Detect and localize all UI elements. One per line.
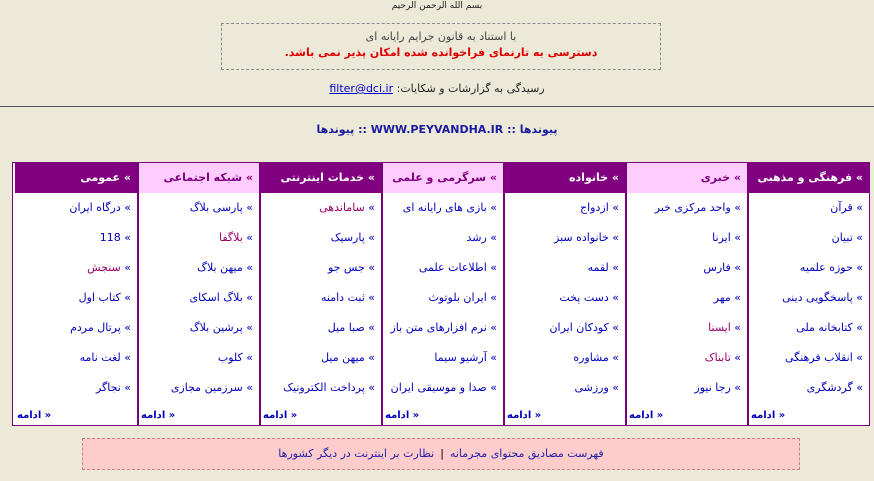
report-email-link[interactable]: filter@dci.ir [329, 82, 394, 95]
bullet-icon: » [734, 291, 741, 304]
link-item[interactable] [139, 313, 259, 343]
link-item[interactable] [749, 253, 869, 283]
link-item[interactable] [627, 283, 747, 313]
link-text: تبیان [831, 231, 853, 244]
portal-title: پیوندها :: WWW.PEYVANDHA.IR :: پیوندها [316, 123, 558, 136]
bullet-icon: » [490, 351, 497, 364]
bullet-icon: » [490, 201, 497, 214]
link-item[interactable] [749, 283, 869, 313]
bullet-icon: » [733, 171, 741, 184]
link-text: نجاگر [95, 381, 121, 394]
link-text: پارسی بلاگ [189, 201, 243, 214]
link-item[interactable] [261, 253, 381, 283]
category-title: فرهنگی و مذهبی [757, 171, 853, 184]
category-title: خدمات اینترنتی [280, 171, 365, 184]
link-text: اطلاعات علمی [418, 261, 487, 274]
link-text: کتاب اول [78, 291, 121, 304]
link-item[interactable] [15, 313, 137, 343]
link-text: واحد مرکزی خبر [654, 201, 731, 214]
link-text: قرآن [830, 201, 853, 214]
link-text: کلوب [217, 351, 243, 364]
footer-links-box [82, 438, 800, 470]
more-link[interactable]: ادامه » [751, 410, 786, 421]
more-link[interactable]: ادامه » [141, 410, 176, 421]
bullet-icon: » [856, 381, 863, 394]
link-item[interactable] [627, 223, 747, 253]
category-header[interactable] [505, 163, 625, 193]
link-list [749, 193, 869, 403]
link-item[interactable] [749, 343, 869, 373]
link-item[interactable] [749, 373, 869, 403]
link-item[interactable] [139, 343, 259, 373]
category-column [503, 163, 625, 425]
links-grid [12, 162, 870, 426]
link-text: پرشین بلاگ [189, 321, 243, 334]
category-header[interactable] [15, 163, 137, 193]
category-header[interactable] [139, 163, 259, 193]
link-text: لغت نامه [79, 351, 121, 364]
link-text: رشد [466, 231, 487, 244]
link-item[interactable] [383, 313, 503, 343]
link-text: صبا میل [327, 321, 365, 334]
link-text: ورزشی [574, 381, 609, 394]
link-text: انقلاب فرهنگی [784, 351, 853, 364]
horizontal-divider [0, 106, 874, 107]
link-item[interactable] [505, 283, 625, 313]
link-text: مشاوره [573, 351, 609, 364]
link-list [505, 193, 625, 403]
link-item[interactable] [261, 343, 381, 373]
bullet-icon: » [734, 231, 741, 244]
link-text: پرتال مردم [70, 321, 121, 334]
bullet-icon: » [368, 201, 375, 214]
more-link[interactable]: ادامه » [17, 410, 52, 421]
link-text: آرشیو سیما [434, 351, 487, 364]
link-text: ایسنا [708, 321, 731, 334]
link-text: لقمه [587, 261, 609, 274]
link-text: بازی های رایانه ای [402, 201, 487, 214]
bullet-icon: » [856, 231, 863, 244]
bullet-icon: » [612, 291, 619, 304]
link-item[interactable] [383, 283, 503, 313]
link-item[interactable] [139, 193, 259, 223]
bullet-icon: » [124, 291, 131, 304]
bullet-icon: » [124, 351, 131, 364]
bullet-icon: » [490, 321, 497, 334]
bullet-icon: » [368, 381, 375, 394]
bullet-icon: » [124, 201, 131, 214]
bullet-icon: » [246, 291, 253, 304]
category-column [381, 163, 503, 425]
link-text: سنجش [87, 261, 121, 274]
link-text: صدا و موسیقی ایران [390, 381, 487, 394]
bullet-icon: » [246, 321, 253, 334]
link-item[interactable] [749, 313, 869, 343]
link-text: میهن بلاگ [197, 261, 243, 274]
criminal-content-list-link[interactable]: فهرست مصادیق محتوای مجرمانه [449, 447, 604, 460]
bismillah-text: بسم الله الرحمن الرحیم [391, 1, 483, 11]
bullet-icon: » [855, 171, 863, 184]
category-header[interactable] [261, 163, 381, 193]
link-item[interactable] [383, 343, 503, 373]
notice-blocked-line: دسترسی به تارنمای فراخوانده شده امکان پذیر نمی باشد. [284, 46, 598, 59]
bullet-icon: » [368, 291, 375, 304]
bullet-icon: » [734, 201, 741, 214]
bullet-icon: » [490, 261, 497, 274]
bullet-icon: » [612, 381, 619, 394]
bullet-icon: » [246, 381, 253, 394]
more-link[interactable]: ادامه » [629, 410, 664, 421]
link-list [261, 193, 381, 403]
more-link[interactable]: ادامه » [263, 410, 298, 421]
bullet-icon: » [490, 231, 497, 244]
link-item[interactable] [383, 253, 503, 283]
bullet-icon: » [734, 351, 741, 364]
category-column [747, 163, 869, 425]
bullet-icon: » [734, 381, 741, 394]
link-item[interactable] [505, 313, 625, 343]
bullet-icon: » [856, 291, 863, 304]
link-item[interactable] [261, 373, 381, 403]
bullet-icon: » [734, 321, 741, 334]
category-header[interactable] [627, 163, 747, 193]
link-item[interactable] [505, 223, 625, 253]
more-link[interactable]: ادامه » [507, 410, 542, 421]
bullet-icon: » [124, 321, 131, 334]
link-list [15, 193, 137, 403]
link-item[interactable] [627, 373, 747, 403]
link-item[interactable] [383, 193, 503, 223]
link-item[interactable] [139, 283, 259, 313]
link-text: کودکان ایران [549, 321, 609, 334]
bullet-icon: » [368, 261, 375, 274]
link-item[interactable] [749, 223, 869, 253]
category-column [137, 163, 259, 425]
link-list [139, 193, 259, 403]
link-list [627, 193, 747, 403]
link-item[interactable] [505, 343, 625, 373]
link-text: پرداخت الکترونیک [283, 381, 365, 394]
bullet-icon: » [368, 231, 375, 244]
link-item[interactable] [749, 193, 869, 223]
link-text: ساماندهی [319, 201, 365, 214]
category-column [625, 163, 747, 425]
link-item[interactable] [627, 313, 747, 343]
link-text: ایرنا [712, 231, 731, 244]
link-item[interactable] [15, 193, 137, 223]
category-title: خانواده [569, 171, 609, 184]
bullet-icon: » [612, 351, 619, 364]
link-text: خانواده سبز [554, 231, 609, 244]
bullet-icon: » [612, 261, 619, 274]
category-title: شبکه اجتماعی [163, 171, 243, 184]
link-text: بلاگفا [218, 231, 243, 244]
bullet-icon: » [123, 171, 131, 184]
link-text: دست پخت [559, 291, 609, 304]
internet-monitoring-link[interactable]: نظارت بر اینترنت در دیگر کشورها [278, 447, 435, 460]
category-title: عمومی [80, 171, 121, 184]
category-title: خبری [700, 171, 731, 184]
link-item[interactable] [505, 193, 625, 223]
category-column [15, 163, 137, 425]
bullet-icon: » [124, 381, 131, 394]
link-item[interactable] [383, 223, 503, 253]
bullet-icon: » [246, 351, 253, 364]
bullet-icon: » [246, 201, 253, 214]
link-item[interactable] [505, 373, 625, 403]
bullet-icon: » [368, 351, 375, 364]
link-text: پارسیک [330, 231, 365, 244]
link-item[interactable] [261, 193, 381, 223]
link-text: ثبت دامنه [321, 291, 365, 304]
category-header[interactable] [383, 163, 503, 193]
report-label: رسیدگی به گزارشات و شکایات: [396, 82, 545, 95]
link-item[interactable] [383, 373, 503, 403]
notice-law-line: با استناد به قانون جرایم رایانه ای [365, 30, 517, 43]
bullet-icon: » [856, 261, 863, 274]
link-item[interactable] [139, 253, 259, 283]
block-notice-box [221, 23, 661, 70]
link-text: نرم افزارهای متن باز [390, 321, 487, 334]
link-text: سرزمین مجازی [170, 381, 243, 394]
bullet-icon: » [368, 321, 375, 334]
link-text: بلاگ اسکای [189, 291, 243, 304]
bullet-icon: » [124, 261, 131, 274]
bullet-icon: » [856, 201, 863, 214]
bullet-icon: » [124, 231, 131, 244]
bullet-icon: » [245, 171, 253, 184]
link-text: تابناک [704, 351, 731, 364]
link-item[interactable] [261, 313, 381, 343]
bullet-icon: » [246, 231, 253, 244]
bullet-icon: » [612, 201, 619, 214]
link-list [383, 193, 503, 403]
category-title: سرگرمی و علمی [392, 171, 487, 184]
bullet-icon: » [734, 261, 741, 274]
link-text: 118 [99, 231, 121, 244]
link-item[interactable] [261, 223, 381, 253]
link-item[interactable] [139, 223, 259, 253]
bullet-icon: » [246, 261, 253, 274]
bullet-icon: » [856, 351, 863, 364]
link-text: ایران بلوتوث [428, 291, 487, 304]
link-text: میهن میل [321, 351, 365, 364]
link-item[interactable] [15, 253, 137, 283]
bullet-icon: » [490, 291, 497, 304]
link-text: حوزه علمیه [799, 261, 853, 274]
link-text: رجا نیوز [694, 381, 731, 394]
bullet-icon: » [856, 321, 863, 334]
category-column [259, 163, 381, 425]
link-item[interactable] [15, 373, 137, 403]
link-item[interactable] [139, 373, 259, 403]
category-header[interactable] [749, 163, 869, 193]
link-item[interactable] [15, 343, 137, 373]
link-item[interactable] [627, 253, 747, 283]
link-text: کتابخانه ملی [796, 321, 853, 334]
link-item[interactable] [505, 253, 625, 283]
link-text: مهر [713, 291, 731, 304]
footer-separator: | [440, 447, 444, 460]
link-text: درگاه ایران [69, 201, 121, 214]
link-text: گردشگری [806, 381, 853, 394]
link-text: جس جو [327, 261, 365, 274]
link-item[interactable] [627, 343, 747, 373]
bullet-icon: » [489, 171, 497, 184]
bullet-icon: » [612, 321, 619, 334]
link-item[interactable] [627, 193, 747, 223]
link-item[interactable] [261, 283, 381, 313]
bullet-icon: » [490, 381, 497, 394]
report-line [0, 82, 874, 95]
link-text: ازدواج [580, 201, 609, 214]
link-text: پاسخگویی دینی [782, 291, 853, 304]
link-text: فارس [703, 261, 731, 274]
bullet-icon: » [611, 171, 619, 184]
link-item[interactable] [15, 283, 137, 313]
link-item[interactable] [15, 223, 137, 253]
more-link[interactable]: ادامه » [385, 410, 420, 421]
bullet-icon: » [367, 171, 375, 184]
bullet-icon: » [612, 231, 619, 244]
